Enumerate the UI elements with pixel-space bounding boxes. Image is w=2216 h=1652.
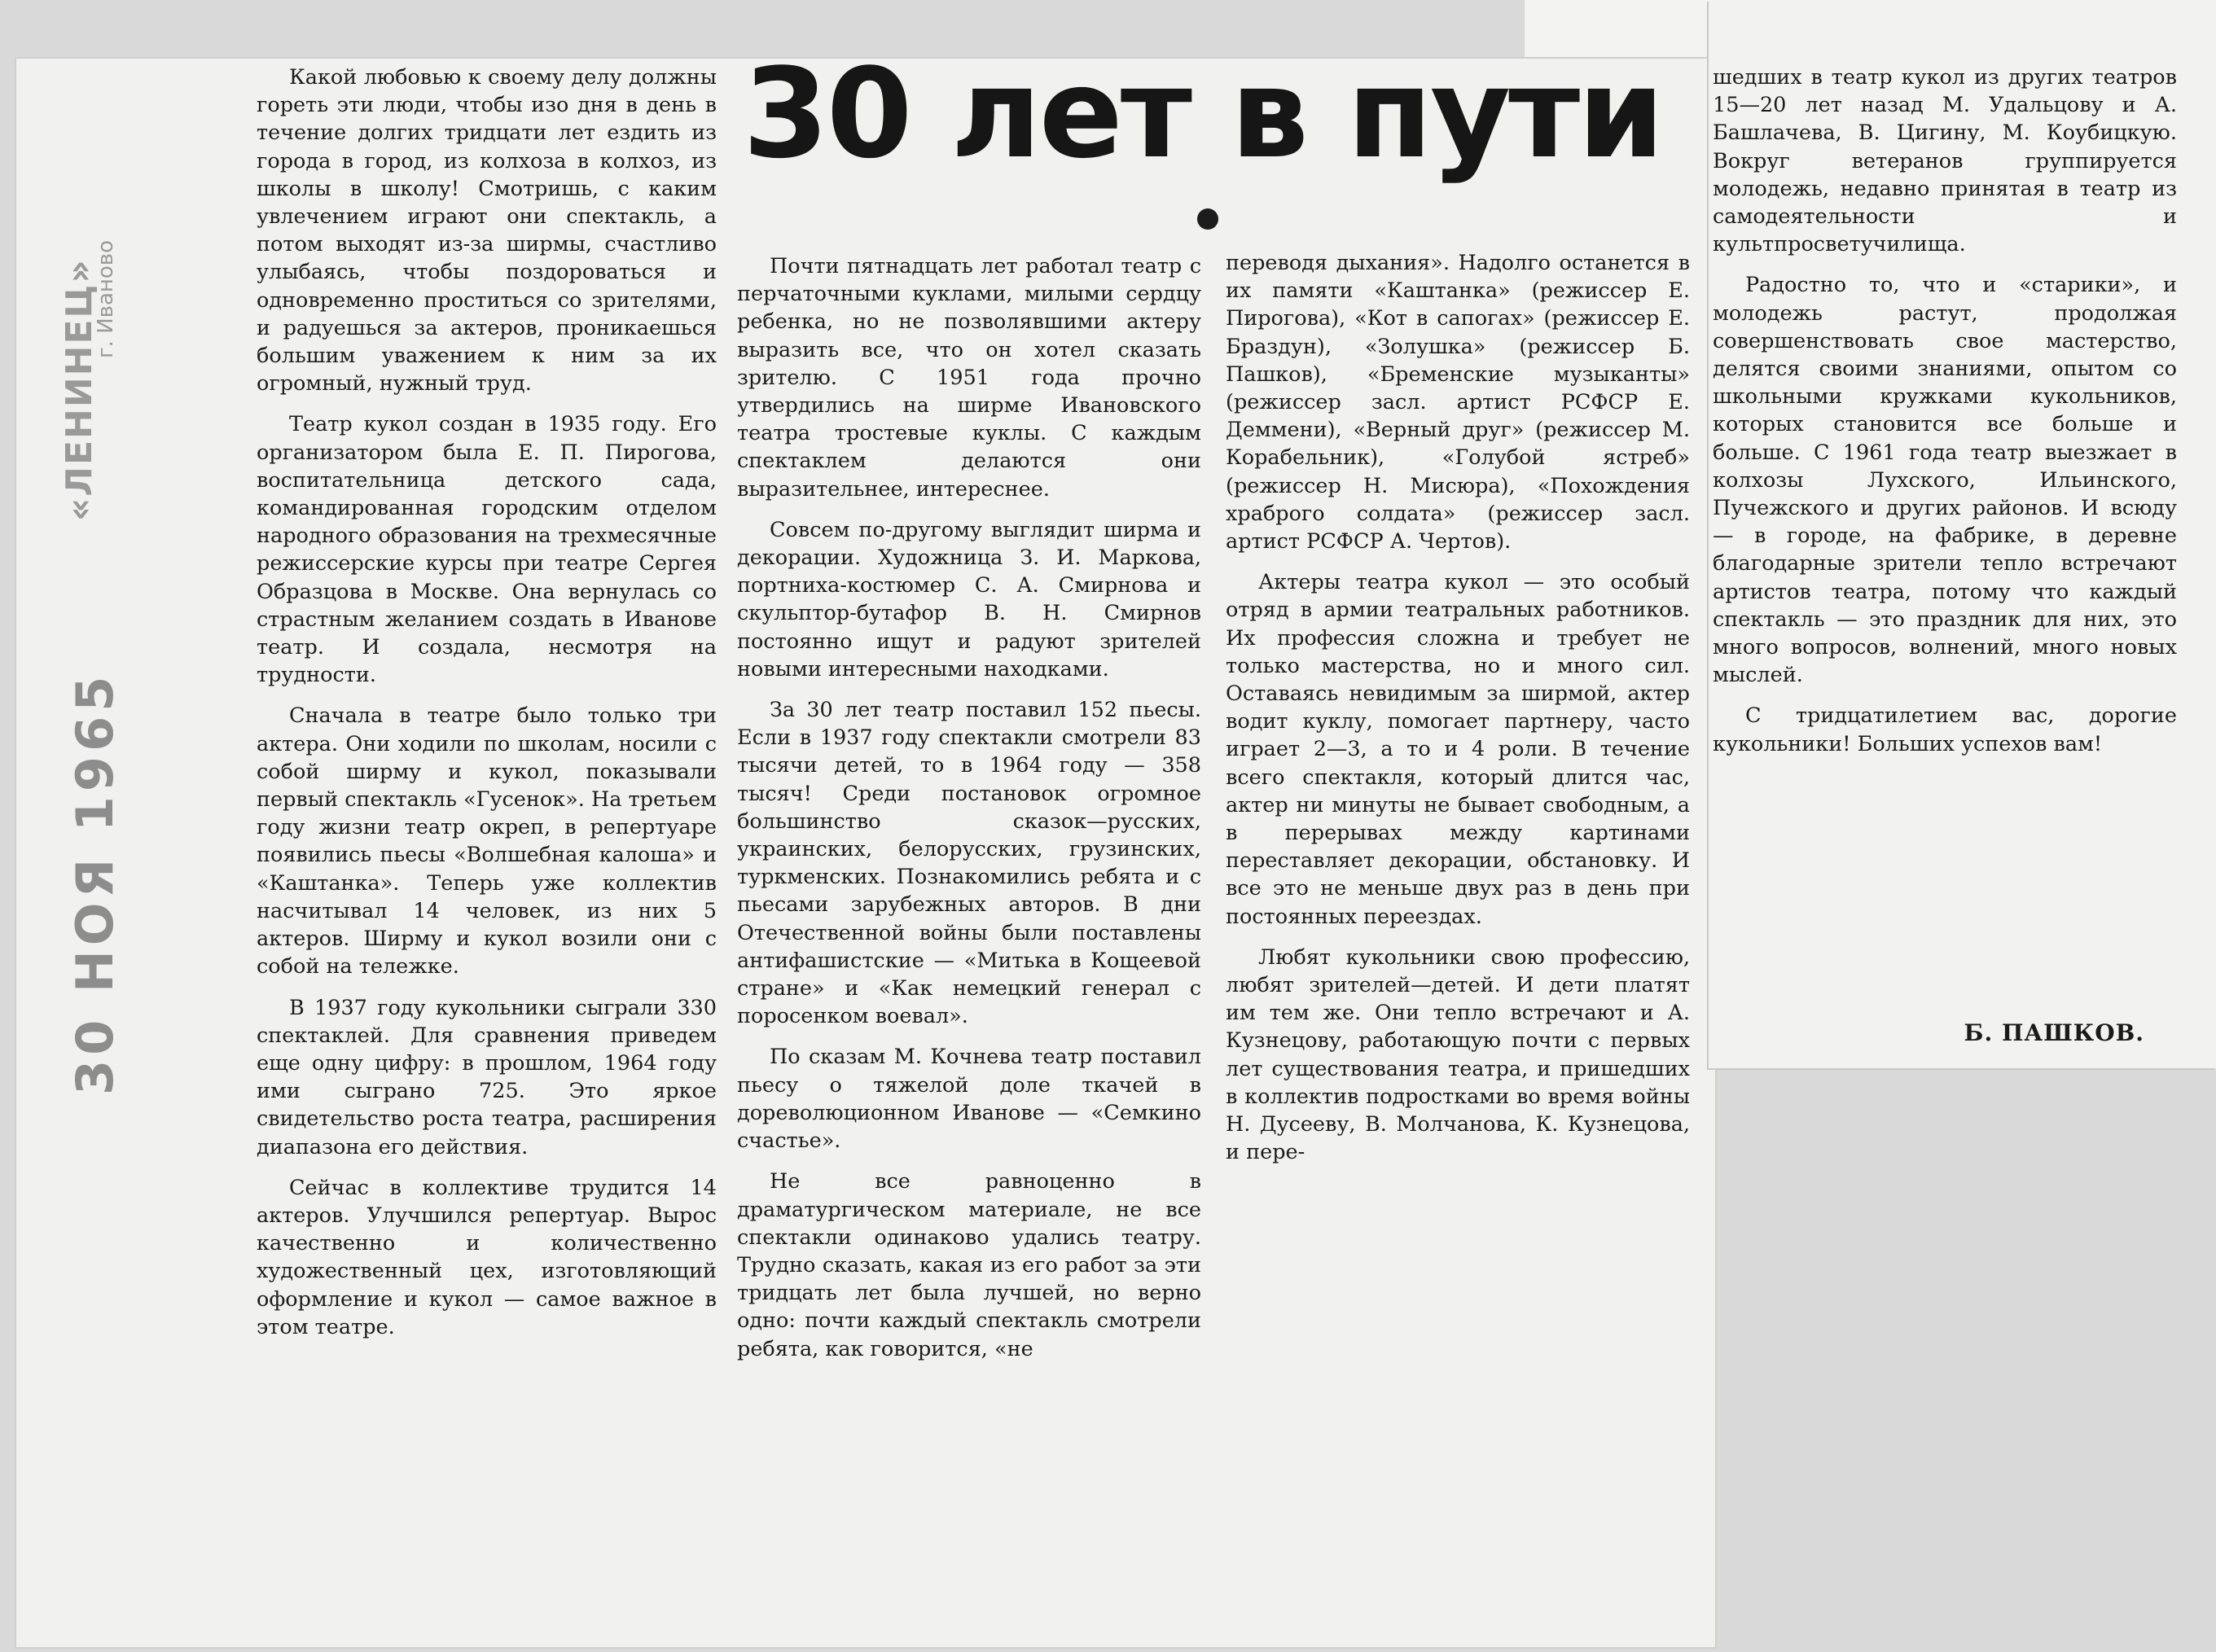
paragraph: Совсем по-другому выглядит ширма и декорации. Художница З. И. Маркова, портниха-костюмер С. А. Смирнова и скульптор-бутафор В. Н. Смирнов постоянно ищут и радуют зрителей новыми интересными находками. [737,517,1201,681]
paragraph: Театр кукол создан в 1935 году. Его организатором была Е. П. Пирогова, воспитательница детского сада, командированная городским отделом народного образования на трехмесячные режиссерские курсы при театре Сергея Образцова в Москве. Она вернулась со страстным желанием создать в Иванове театр. И создала, несмотря на трудности. [257,412,717,688]
article-headline: 30 лет в пути [743,42,1662,186]
paragraph: Сначала в театре было только три актера. Они ходили по школам, носили с собой ширму и кукол, показывали первый спектакль «Гусенок». На третьем году жизни театр окреп, в репертуаре появились пьесы «Волшебная калоша» и «Каштанка». Теперь уже коллектив насчитывал 14 человек, из них 5 актеров. Ширму и кукол возили они с собой на тележке. [257,703,717,979]
paragraph: переводя дыхания». Надолго останется в их памяти «Каштанка» (режиссер Е. Пирогова), «Кот в сапогах» (режиссер Е. Браздун), «Золушка» (режиссер Б. Пашков), «Бременские музыканты» (режиссер засл. артист РСФСР Е. Деммени), «Верный друг» (режиссер М. Корабельник), «Голубой ястреб» (режиссер Н. Мисюра), «Похождения храброго солдата» (режиссер засл. артист РСФСР А. Чертов). [1226,251,1690,554]
article-column-1 [257,64,717,1354]
paragraph: С тридцатилетием вас, дорогие кукольники! Больших успехов вам! [1713,703,2177,756]
newspaper-name-stamp: «ЛЕНИНЕЦ» [59,258,100,521]
article-column-2 [737,252,1201,1376]
paragraph: Сейчас в коллективе трудится 14 актеров. Улучшился репертуар. Вырос качественно и количественно художественный цех, изготовляющий оформление и кукол — самое важное в этом театре. [257,1175,717,1339]
paragraph: шедших в театр кукол из других театров 15—20 лет назад М. Удальцову и А. Башлачева, В. Цигину, М. Коубицкую. Вокруг ветеранов группируется молодежь, недавно принятая в театр из самодеятельности и культпросветучилища. [1713,65,2177,257]
article-column-4 [1713,64,2177,771]
paragraph: Любят кукольники свою профессию, любят зрителей—детей. И дети платят им тем же. Они тепло встречают и А. Кузнецову, работающую почти с первых лет существования театра, и пришедших в коллектив подростками во время войны Н. Дусееву, В. Молчанова, К. Кузнецова, и пере- [1226,944,1690,1165]
paragraph: Почти пятнадцать лет работал театр с перчаточными куклами, милыми сердцу ребенка, но не позволявшими актеру выразить все, что он хотел сказать зрителю. С 1951 года прочно утвердились на ширме Ивановского театра тростевые куклы. С каждым спектаклем делаются они выразительнее, интереснее. [737,254,1201,502]
paragraph: Актеры театра кукол — это особый отряд в армии театральных работников. Их профессия сложна и требует не только мастерства, но и много сил. Оставаясь невидимым за ширмой, актер водит куклу, помогает партнеру, часто играет 2—3, а то и 4 роли. В течение всего спектакля, который длится час, актер ни минуты не бывает свободным, а в перерывах между картинами переставляет декорации, обстановку. И все это не меньше двух раз в день при постоянных переездах. [1226,570,1690,929]
paragraph: В 1937 году кукольники сыграли 330 спектаклей. Для сравнения приведем еще одну цифру: в прошлом, 1964 году ими сыграно 725. Это яркое свидетельство роста театра, расширения диапазона его действия. [257,995,717,1159]
date-stamp: 30 НОЯ 1965 [65,671,125,1095]
paragraph: Не все равноценно в драматургическом материале, не все спектакли одинаково удались театру. Трудно сказать, какая из его работ за эти тридцать лет была лучшей, но верно одно: почти каждый спектакль смотрели ребята, как говорится, «не [737,1169,1201,1361]
paragraph: Какой любовью к своему делу должны гореть эти люди, чтобы изо дня в день в течение долгих тридцати лет ездить из города в город, из колхоза в колхоз, из школы в школу! Смотришь, с каким увлечением играют они спектакль, а потом выходят из-за ширмы, счастливо улыбаясь, чтобы поздороваться и одновременно проститься со зрителями, и радуешься за актеров, проникаешься большим уважением к ним за их огромный, нужный труд. [257,65,717,397]
city-stamp: г. Иваново [94,239,118,358]
author-signature: Б. ПАШКОВ. [1964,1019,2144,1046]
article-column-3 [1226,249,1690,1180]
headline-bullet [1197,208,1218,230]
paragraph: За 30 лет театр поставил 152 пьесы. Если в 1937 году спектакли смотрели 83 тысячи детей, то в 1964 году — 358 тысяч! Среди постановок огромное большинство сказок—русских, украинских, белорусских, грузинских, туркменских. Познакомились ребята и с пьесами зарубежных авторов. В дни Отечественной войны были поставлены антифашистские — «Митька в Кощеевой стране» и «Как немецкий генерал с поросенком воевал». [737,698,1201,1029]
paragraph: По сказам М. Кочнева театр поставил пьесу о тяжелой доле ткачей в дореволюционном Иванове — «Семкино счастье». [737,1045,1201,1154]
paragraph: Радостно то, что и «старики», и молодежь растут, продолжая совершенствовать свое мастерство, делятся своими знаниями, опытом со школьными кружками кукольников, которых становится все больше и больше. С 1961 года театр выезжает в колхозы Лухского, Ильинского, Пучежского и других районов. И всюду — в городе, на фабрике, в деревне благодарные зрители тепло встречают артистов театра, потому что каждый спектакль — это праздник для них, это много вопросов, волнений, много новых мыслей. [1713,273,2177,688]
